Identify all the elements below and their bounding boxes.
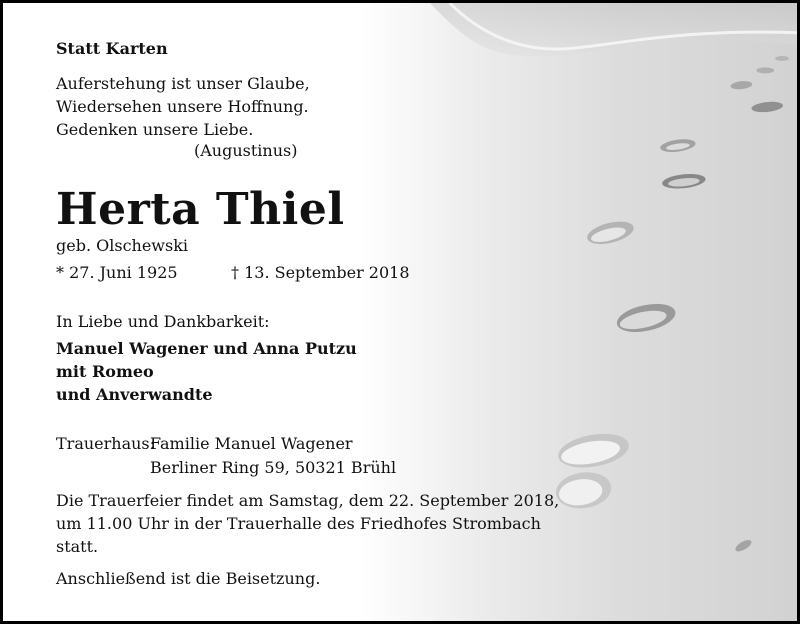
- poem-line: Auferstehung ist unser Glaube,: [56, 74, 310, 93]
- poem-author: (Augustinus): [194, 141, 298, 160]
- poem: [56, 72, 310, 141]
- mourning-house-address: Berliner Ring 59, 50321 Brühl: [150, 458, 397, 477]
- poem-line: Wiedersehen unsere Hoffnung.: [56, 97, 309, 116]
- mourners-intro: In Liebe und Dankbarkeit:: [56, 312, 270, 331]
- mourner-line: Manuel Wagener und Anna Putzu: [56, 339, 357, 358]
- death-date: † 13. September 2018: [231, 263, 410, 282]
- birth-name: geb. Olschewski: [56, 236, 189, 255]
- service-line: um 11.00 Uhr in der Trauerhalle des Friedhofes Strombach: [56, 514, 541, 533]
- mourner-line: und Anverwandte: [56, 385, 213, 404]
- service-line: statt.: [56, 537, 99, 556]
- mourning-house-family: Familie Manuel Wagener: [150, 434, 353, 453]
- mourning-house-label: Trauerhaus:: [56, 434, 156, 453]
- mourner-line: mit Romeo: [56, 362, 154, 381]
- statt-karten-label: Statt Karten: [56, 39, 168, 58]
- burial-note: Anschließend ist die Beisetzung.: [56, 569, 321, 588]
- poem-line: Gedenken unsere Liebe.: [56, 120, 254, 139]
- birth-date: * 27. Juni 1925: [56, 263, 178, 282]
- service-line: Die Trauerfeier findet am Samstag, dem 22. September 2018,: [56, 491, 560, 510]
- deceased-name: Herta Thiel: [56, 184, 345, 235]
